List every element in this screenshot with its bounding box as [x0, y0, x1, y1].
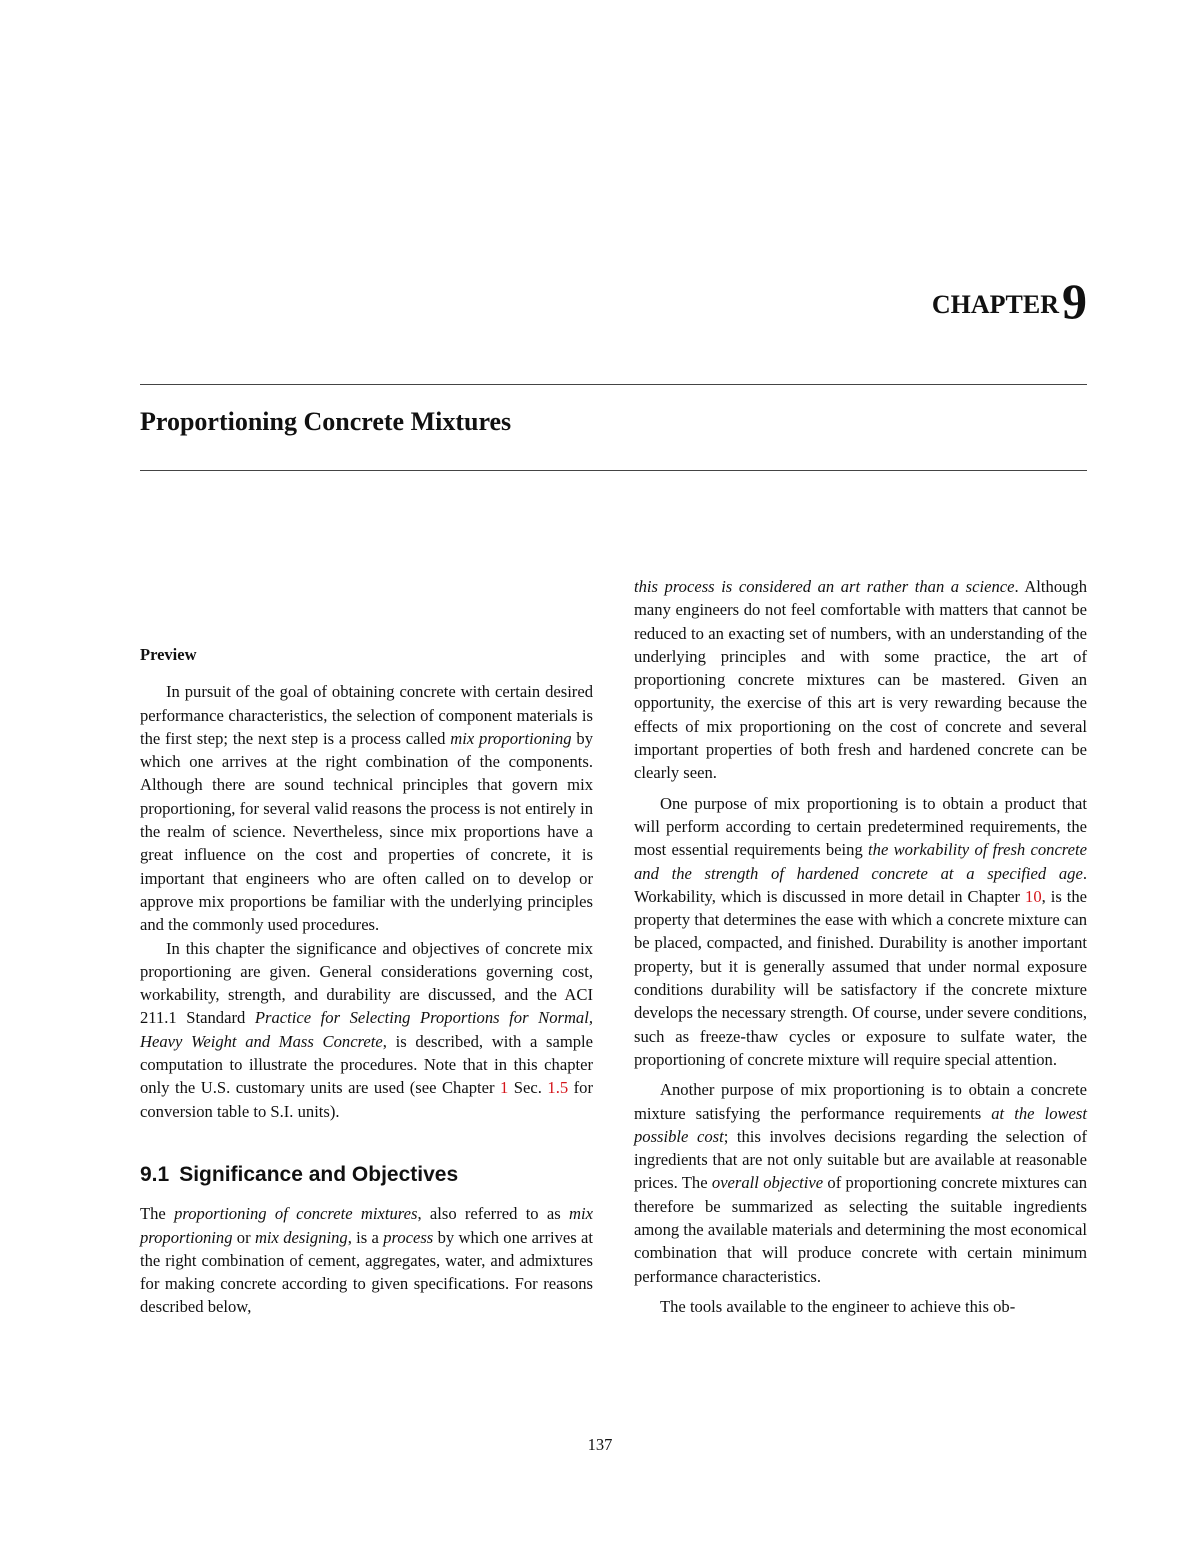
section-paragraph-1-continued: this process is considered an art rather than a science. Although many engineers do not feel comfortable with matters that cannot be reduced to an exacting set of numbers, with an understanding of the underlying principles and with some practice, the art of proportioning concrete mixtures can be mastered. Given an opportunity, the exercise of this art is very rewarding because the effects of mix proportioning on the cost of concrete and several important properties of both fresh and hardened concrete can be clearly seen.	[634, 577, 1088, 783]
preview-paragraph-2: In this chapter the significance and objectives of concrete mix proportioning are given. General considerations governing cost, workability, strength, and durability are discussed, and the ACI 211.1 Standard Practice for Selecting Proportions for Normal, Heavy Weight and Mass Concrete, is described, with a sample computation to illustrate the procedures. Note that in this chapter only the U.S. customary units are used (see Chapter 1 Sec. 1.5 for conversion table to S.I. units).	[140, 938, 593, 1121]
left-column	[140, 643, 593, 1319]
preview-heading: Preview	[140, 645, 197, 664]
title-rule-bottom	[140, 470, 1087, 471]
section-paragraph-1: The proportioning of concrete mixtures, also referred to as mix proportioning or mix designing, is a process by which one arrives at the right combination of cement, aggregates, water, and admixtures for making concrete according to given specifications. For reasons described below,	[140, 1204, 593, 1317]
section-1-5-link[interactable]: 1.5	[547, 1078, 569, 1098]
chapter-number: 9	[1062, 273, 1087, 329]
chapter-word: CHAPTER	[931, 290, 1059, 319]
section-number: 9.1	[140, 1162, 170, 1186]
section-paragraph-3: Another purpose of mix proportioning is to obtain a concrete mixture satisfying the performance requirements at the lowest possible cost; this involves decisions regarding the selection of ingredients that are not only suitable but are available at reasonable prices. The overall objective of proportioning concrete mixtures can therefore be summarized as selecting the suitable ingredients among the available materials and determining the most economical combination that will produce concrete with certain minimum performance characteristics.	[634, 1080, 1087, 1286]
title-rule-top	[140, 384, 1087, 385]
page-number: 137	[587, 1435, 613, 1454]
section-paragraph-2: One purpose of mix proportioning is to obtain a product that will perform according to certain predetermined requirements, the most essential requirements being the workability of fresh concrete and the strength of hardened concrete at a specified age. Workability, which is discussed in more detail in Chapter 10, is the property that determines the ease with which a concrete mixture can be placed, compacted, and finished. Durability is another important property, but it is generally assumed that under normal exposure conditions durability will be satisfactory if the concrete mixture develops the necessary strength. Of course, under severe conditions, such as freeze-thaw cycles or exposure to sulfate water, the proportioning of concrete mixture will require special attention.	[634, 793, 1087, 1069]
chapter-label	[932, 272, 1087, 330]
section-heading	[140, 1163, 593, 1186]
right-column	[634, 575, 1087, 1318]
section-title: Significance and Objectives	[179, 1162, 459, 1186]
chapter-title: Proportioning Concrete Mixtures	[140, 407, 512, 436]
chapter-10-link[interactable]: 10	[1025, 886, 1042, 906]
emphasis: mix proportioning	[450, 728, 572, 748]
preview-paragraph-1: In pursuit of the goal of obtaining concrete with certain desired performance characteristics, the selection of component materials is the first step; the next step is a process called mix proportioning by which one arrives at the right combination of the components. Although there are sound technical principles that govern mix proportioning, for several valid reasons the process is not entirely in the realm of science. Nevertheless, since mix proportions have a great influence on the cost and properties of concrete, it is important that engineers who are often called on to develop or approve mix proportions be familiar with the underlying principles and the commonly used procedures.	[140, 682, 593, 935]
emphasis: Practice for Selecting Proportions for Normal, Heavy Weight and Mass Concrete	[140, 1008, 593, 1051]
chapter-1-link[interactable]: 1	[500, 1078, 509, 1098]
section-paragraph-4: The tools available to the engineer to achieve this ob-	[660, 1296, 1016, 1316]
